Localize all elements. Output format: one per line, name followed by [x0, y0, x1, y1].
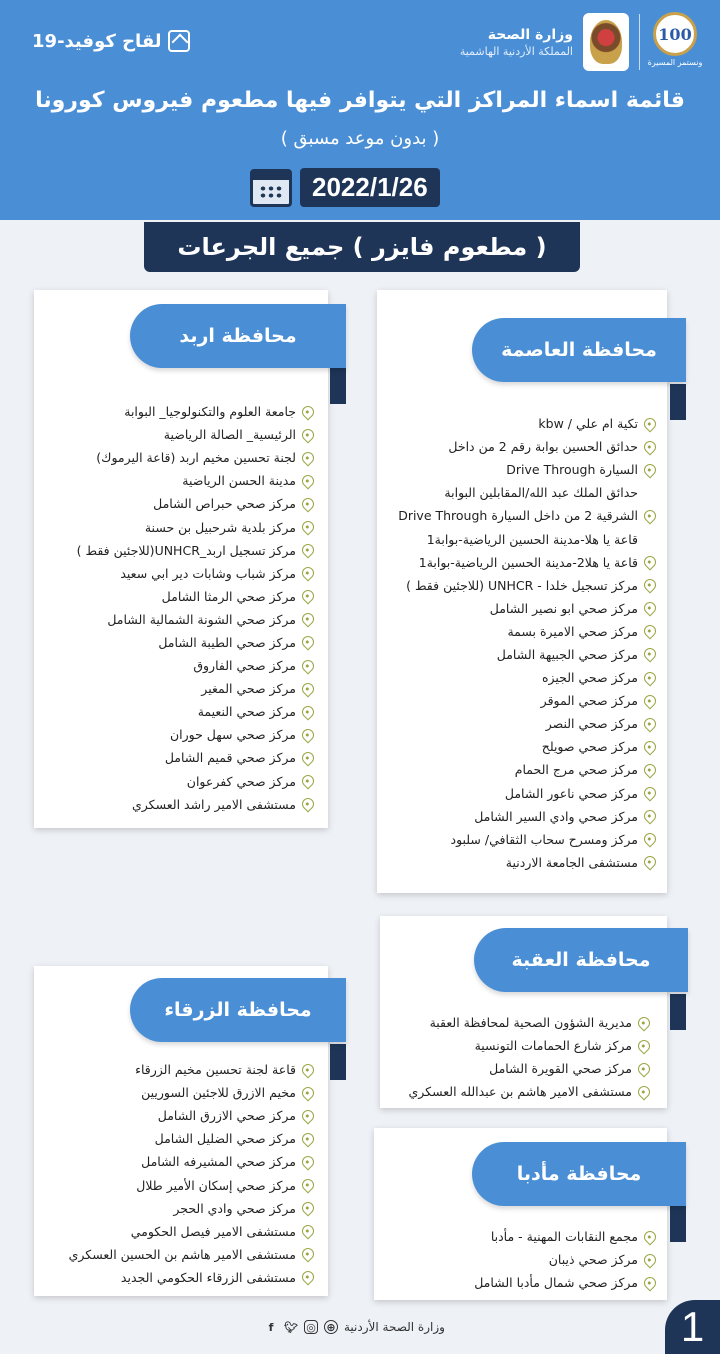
location-pin-icon	[642, 438, 659, 455]
list-item-label: مركز صحي الجيزه	[541, 670, 638, 686]
list-item	[77, 446, 314, 469]
list-irbid	[77, 400, 314, 816]
list-item	[69, 1058, 314, 1081]
label-amman: محافظة العاصمة	[472, 318, 686, 382]
location-pin-icon	[300, 449, 317, 466]
location-pin-icon	[300, 773, 317, 790]
list-item	[398, 689, 656, 712]
location-pin-icon	[300, 542, 317, 559]
location-pin-icon	[642, 831, 659, 848]
location-pin-icon	[642, 1228, 659, 1245]
jordan-emblem-icon	[583, 13, 629, 71]
list-item	[77, 562, 314, 585]
location-pin-icon	[300, 1223, 317, 1240]
date-badge: 2022/1/26	[300, 168, 440, 207]
list-item	[77, 515, 314, 538]
list-item	[398, 458, 656, 481]
list-item	[398, 481, 656, 504]
list-item-label: مركز صحي ذيبان	[548, 1252, 638, 1268]
list-item-label: مركز صحي صويلح	[541, 739, 638, 755]
list-item-label: حدائق الملك عبد الله/المقابلين البوابة	[444, 485, 638, 501]
list-item-label: مركز صحي المشيرفه الشامل	[141, 1154, 296, 1170]
location-pin-icon	[642, 623, 659, 640]
location-pin-icon	[300, 495, 317, 512]
vaccine-tag	[32, 30, 190, 52]
list-item	[69, 1197, 314, 1220]
list-item	[77, 608, 314, 631]
list-item	[69, 1173, 314, 1196]
list-item-label: تكية ام علي / kbw	[538, 416, 638, 432]
location-pin-icon	[300, 1246, 317, 1263]
list-item	[474, 1225, 656, 1248]
location-pin-icon	[300, 634, 317, 651]
list-item	[474, 1271, 656, 1294]
label-tail	[670, 384, 686, 420]
list-item	[409, 1011, 651, 1034]
location-pin-icon	[642, 738, 659, 755]
list-item	[398, 527, 656, 550]
label-madaba: محافظة مأدبا	[472, 1142, 686, 1206]
list-item	[398, 643, 656, 666]
list-amman	[398, 412, 656, 874]
location-pin-icon	[300, 588, 317, 605]
location-pin-icon	[642, 577, 659, 594]
divider	[639, 14, 640, 70]
list-item	[77, 400, 314, 423]
ministry-name-block	[460, 27, 573, 58]
list-item	[77, 423, 314, 446]
list-item-label: مركز صحي الرمثا الشامل	[161, 588, 296, 604]
list-item	[398, 805, 656, 828]
location-pin-icon	[642, 692, 659, 709]
vaccine-type-banner: ( مطعوم فايزر ) جميع الجرعات	[144, 222, 580, 272]
list-item	[77, 539, 314, 562]
location-pin-icon	[642, 461, 659, 478]
list-item-label: مركز صحي مرج الحمام	[514, 762, 638, 778]
location-pin-icon	[300, 1084, 317, 1101]
list-item-label: مركز بلدية شرحبيل بن حسنة	[144, 519, 296, 535]
list-item	[398, 758, 656, 781]
centennial-ring-icon: 100	[653, 12, 697, 56]
location-pin-icon	[300, 403, 317, 420]
label-tail	[670, 1206, 686, 1242]
location-pin-icon	[642, 1251, 659, 1268]
calendar-icon	[250, 169, 292, 207]
location-pin-icon	[300, 426, 317, 443]
location-pin-icon	[300, 519, 317, 536]
location-pin-icon	[636, 1060, 653, 1077]
list-item-label: مركز تسجيل اربد_UNHCR(للاجئين فقط )	[76, 542, 296, 558]
list-item	[398, 666, 656, 689]
list-item-label: جامعة العلوم والتكنولوجيا_ البوابة	[124, 404, 296, 420]
list-item-label: مركز صحي وادي السير الشامل	[474, 808, 638, 824]
list-item	[69, 1266, 314, 1289]
list-item	[77, 469, 314, 492]
list-item-label: السيارة Drive Through	[506, 462, 638, 478]
list-item-label: قاعة يا هلا-مدينة الحسين الرياضية-بوابة1	[426, 531, 638, 547]
centennial-logo	[647, 12, 703, 72]
list-item-label: الشرقية 2 من داخل السيارة Drive Through	[398, 508, 638, 524]
list-item	[398, 412, 656, 435]
kingdom-name: المملكة الأردنية الهاشمية	[459, 44, 573, 58]
list-item-label: مستشفى الزرقاء الحكومي الجديد	[120, 1269, 296, 1285]
header	[0, 0, 720, 220]
list-item-label: مستشفى الامير فيصل الحكومي	[130, 1223, 296, 1239]
location-pin-icon	[300, 472, 317, 489]
footer	[264, 1320, 445, 1334]
list-item	[69, 1127, 314, 1150]
page-number: 1	[665, 1300, 720, 1354]
list-item-label: مركز صحي القويرة الشامل	[489, 1061, 632, 1077]
location-pin-icon	[300, 703, 317, 720]
list-item-label: مركز شباب وشابات دير ابي سعيد	[120, 565, 296, 581]
list-item	[398, 851, 656, 874]
location-pin-icon	[300, 1107, 317, 1124]
location-pin-icon	[300, 611, 317, 628]
page-subtitle: ( بدون موعد مسبق )	[280, 128, 440, 149]
list-item	[69, 1081, 314, 1104]
list-item-label: مستشفى الامير راشد العسكري	[132, 796, 296, 812]
list-item	[398, 620, 656, 643]
location-pin-icon	[642, 554, 659, 571]
facebook-icon[interactable]: f	[268, 1320, 274, 1334]
location-pin-icon	[642, 808, 659, 825]
list-item	[77, 677, 314, 700]
list-item	[69, 1104, 314, 1127]
location-pin-icon	[636, 1037, 653, 1054]
list-item-label: مركز صحي كفرعوان	[186, 773, 296, 789]
list-item-label: مركز صحي الشونة الشمالية الشامل	[107, 611, 296, 627]
list-item	[77, 723, 314, 746]
list-item-label: مركز تسجيل خلدا - UNHCR (للاجئين فقط )	[406, 577, 638, 593]
label-zarqa: محافظة الزرقاء	[130, 978, 346, 1042]
location-pin-icon	[636, 1083, 653, 1100]
location-pin-icon	[636, 1014, 653, 1031]
list-item-label: قاعة لجنة تحسين مخيم الزرقاء	[135, 1062, 296, 1078]
list-item-label: مركز صحي قميم الشامل	[164, 750, 296, 766]
list-item-label: مركز صحي حبراص الشامل	[153, 496, 296, 512]
list-item-label: الرئيسية_ الصالة الرياضية	[163, 427, 296, 443]
list-item-label: مجمع النقابات المهنية - مأدبا	[490, 1229, 638, 1245]
twitter-icon[interactable]: 🐦︎	[284, 1320, 298, 1334]
list-item-label: مركز صحي إسكان الأمير طلال	[136, 1177, 296, 1193]
list-item-label: مركز صحي ابو نصير الشامل	[489, 600, 638, 616]
list-item-label: مديرية الشؤون الصحية لمحافظة العقبة	[429, 1015, 632, 1031]
vaccine-icon	[168, 30, 190, 52]
date-row	[250, 168, 440, 207]
list-item-label: مركز صحي الموقر	[540, 693, 638, 709]
list-item	[77, 585, 314, 608]
list-item-label: مركز صحي الاميرة بسمة	[507, 623, 638, 639]
location-pin-icon	[300, 1177, 317, 1194]
list-item-label: مخيم الازرق للاجئين السوريين	[141, 1085, 296, 1101]
location-pin-icon	[300, 1061, 317, 1078]
list-item	[69, 1220, 314, 1243]
location-pin-icon	[642, 715, 659, 732]
list-item	[398, 574, 656, 597]
location-pin-icon	[300, 796, 317, 813]
list-item	[474, 1248, 656, 1271]
page-title: قائمة اسماء المراكز التي يتوافر فيها مطعوم فيروس كورونا	[35, 88, 685, 113]
label-tail	[670, 994, 686, 1030]
list-item	[77, 654, 314, 677]
list-item-label: مركز صحي النعيمة	[197, 704, 296, 720]
list-item-label: مركز صحي الفاروق	[193, 658, 296, 674]
location-pin-icon	[642, 646, 659, 663]
location-pin-icon	[642, 785, 659, 802]
globe-icon[interactable]: ⊕	[324, 1320, 338, 1334]
label-tail	[330, 368, 346, 404]
label-irbid: محافظة اربد	[130, 304, 346, 368]
location-pin-icon	[642, 761, 659, 778]
list-item	[398, 597, 656, 620]
list-item	[77, 700, 314, 723]
location-pin-icon	[642, 669, 659, 686]
location-pin-icon	[300, 1200, 317, 1217]
location-pin-icon	[642, 600, 659, 617]
list-item	[69, 1150, 314, 1173]
list-item-label: لجنة تحسين مخيم اربد (قاعة اليرموك)	[96, 450, 296, 466]
list-item-label: مركز صحي سهل حوران	[169, 727, 296, 743]
logos	[459, 12, 703, 72]
location-pin-icon	[300, 749, 317, 766]
list-item-label: مركز صحي ناعور الشامل	[504, 785, 638, 801]
list-item	[77, 746, 314, 769]
list-item	[398, 712, 656, 735]
list-item-label: مركز صحي الطيبة الشامل	[158, 634, 296, 650]
list-madaba	[474, 1225, 656, 1294]
list-item	[398, 551, 656, 574]
list-item	[398, 435, 656, 458]
footer-text: وزارة الصحة الأردنية	[344, 1320, 445, 1334]
list-item-label: مركز صحي النصر	[545, 716, 638, 732]
instagram-icon[interactable]: ◎	[304, 1320, 318, 1334]
list-item	[77, 492, 314, 515]
centennial-motto: ونستمر المسيرة	[647, 58, 703, 67]
list-item-label: مستشفى الجامعة الاردنية	[505, 854, 638, 870]
list-item-label: مركز صحي شمال مأدبا الشامل	[474, 1275, 638, 1291]
list-item	[398, 782, 656, 805]
list-item	[77, 770, 314, 793]
location-pin-icon	[300, 657, 317, 674]
list-zarqa	[69, 1058, 314, 1289]
list-item	[398, 828, 656, 851]
list-item	[409, 1057, 651, 1080]
location-pin-icon	[300, 726, 317, 743]
list-item-label: مركز شارع الحمامات التونسية	[474, 1038, 632, 1054]
list-item	[69, 1243, 314, 1266]
list-item	[409, 1080, 651, 1103]
list-item-label: مركز ومسرح سحاب الثقافي/ سلبود	[450, 831, 638, 847]
list-item	[409, 1034, 651, 1057]
label-tail	[330, 1044, 346, 1080]
list-item-label: مستشفى الامير هاشم بن الحسين العسكري	[68, 1246, 296, 1262]
list-item	[77, 631, 314, 654]
list-aqaba	[409, 1011, 651, 1103]
location-pin-icon	[642, 854, 659, 871]
list-item-label: مركز صحي وادي الحجر	[173, 1200, 296, 1216]
list-item	[77, 793, 314, 816]
ministry-name: وزارة الصحة	[487, 26, 573, 43]
list-item-label: مدينة الحسن الرياضية	[182, 473, 296, 489]
label-aqaba: محافظة العقبة	[474, 928, 688, 992]
list-item-label: مركز صحي الضليل الشامل	[154, 1131, 296, 1147]
list-item-label: مركز صحي الجبيهة الشامل	[496, 646, 638, 662]
location-pin-icon	[300, 1269, 317, 1286]
location-pin-icon	[642, 507, 659, 524]
vaccine-label: لقاح كوفيد-19	[32, 30, 162, 52]
location-pin-icon	[300, 1130, 317, 1147]
list-item-label: حدائق الحسين بوابة رقم 2 من داخل	[448, 439, 638, 455]
location-pin-icon	[300, 565, 317, 582]
list-item-label: مركز صحي المغير	[201, 681, 296, 697]
location-pin-icon	[300, 1153, 317, 1170]
location-pin-icon	[642, 415, 659, 432]
list-item-label: مستشفى الامير هاشم بن عبدالله العسكري	[408, 1084, 632, 1100]
location-pin-icon	[300, 680, 317, 697]
list-item	[398, 735, 656, 758]
list-item-label: قاعة يا هلا2-مدينة الحسين الرياضية-بوابة1	[418, 554, 638, 570]
list-item-label: مركز صحي الازرق الشامل	[157, 1108, 296, 1124]
location-pin-icon	[642, 1274, 659, 1291]
list-item	[398, 504, 656, 527]
